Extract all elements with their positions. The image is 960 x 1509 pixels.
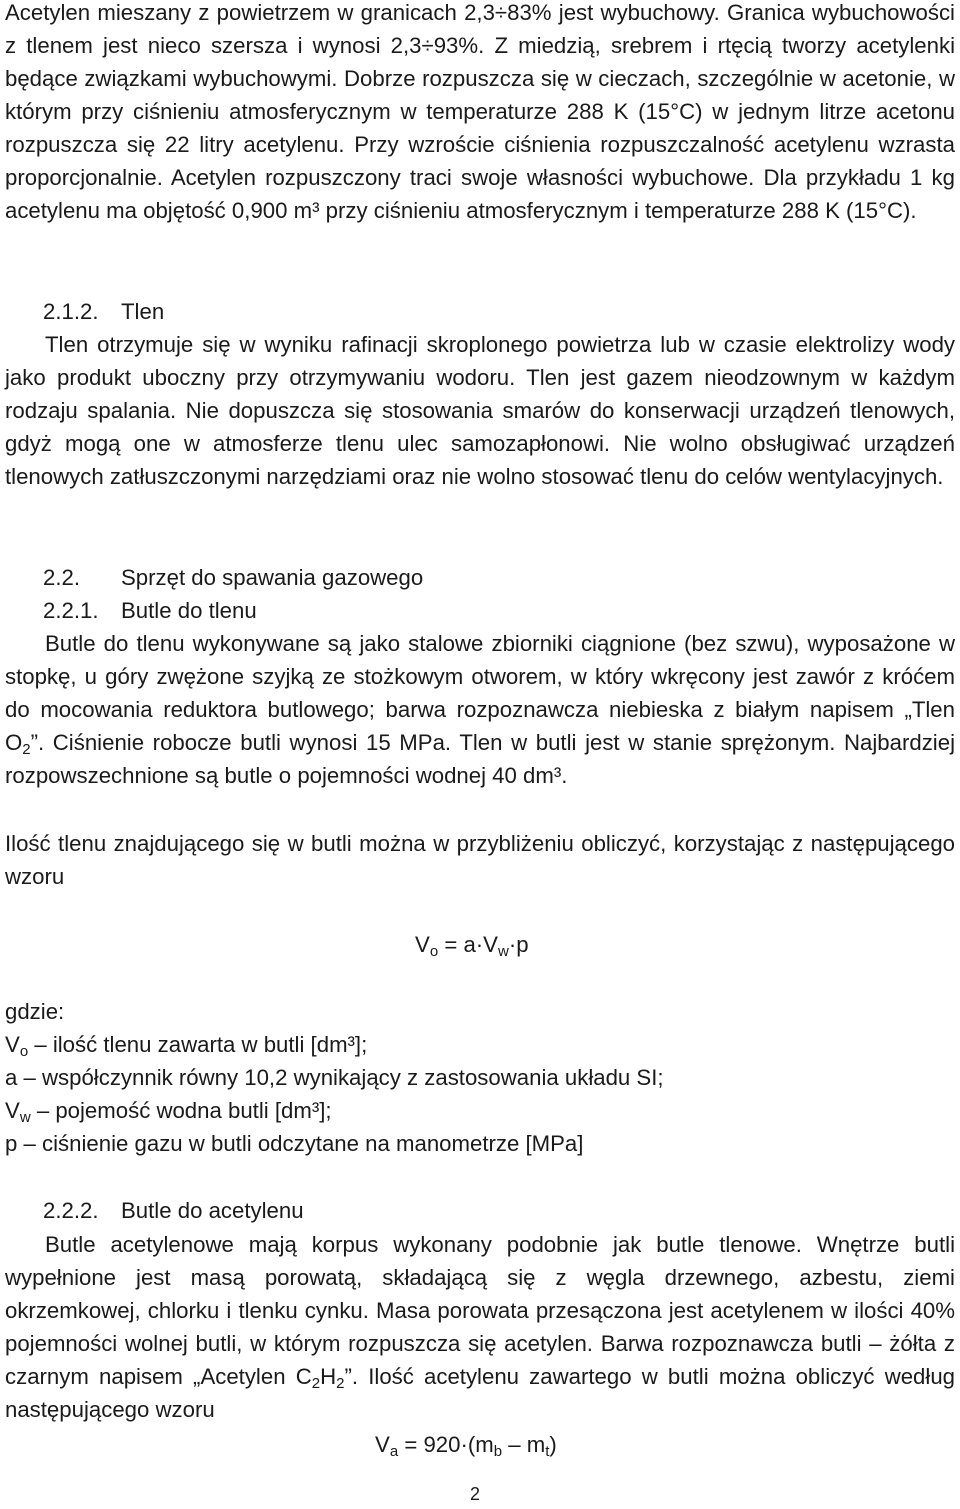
section-title: Butle do acetylenu xyxy=(121,1198,304,1223)
tlen-text: Tlen otrzymuje się w wyniku rafinacji skroplonego powietrza lub w czasie elektrolizy wody jako produkt uboczny przy otrzymywaniu wodoru. Tlen jest gazem nieodzownym w każdym rodzaju spalania. Nie dopuszcza się stosowania smarów do konserwacji urządzeń tlenowych, gdyż mogą one w atmosferze tlenu ulec samozapłonowi. Nie wolno obsługiwać urządzeń tlenowych zatłuszczonymi narzędziami oraz nie wolno stosować tlenu do celów wentylacyjnych. xyxy=(5,332,955,489)
legend-symbol: V xyxy=(5,1098,20,1123)
legend-symbol: a xyxy=(5,1065,18,1090)
page-number: 2 xyxy=(470,1484,481,1504)
subscript: 2 xyxy=(336,1375,345,1392)
where-label: gdzie: xyxy=(5,999,65,1024)
legend-text: – ciśnienie gazu w butli odczytane na manometrze [MPa] xyxy=(17,1131,584,1156)
section-number: 2.2.1. xyxy=(43,598,99,623)
butle-tlen-text-2: Ilość tlenu znajdującego się w butli można w przybliżeniu obliczyć, korzystając z następującego wzoru xyxy=(5,831,955,889)
subscript: t xyxy=(545,1443,550,1460)
legend-item xyxy=(5,1094,332,1127)
legend-symbol: p xyxy=(5,1131,18,1156)
legend-text: – współczynnik równy 10,2 wynikający z zastosowania układu SI; xyxy=(17,1065,664,1090)
section-title: Sprzęt do spawania gazowego xyxy=(121,565,424,590)
section-title: Tlen xyxy=(121,299,165,324)
subscript: w xyxy=(19,1109,31,1126)
legend-item xyxy=(5,1127,583,1160)
section-heading-butle-tlen xyxy=(5,594,257,627)
formula-part: ·p xyxy=(508,932,529,957)
subscript: 2 xyxy=(311,1375,321,1392)
formula-part: = 920·(m xyxy=(398,1432,494,1457)
legend-item xyxy=(5,1028,367,1061)
intro-paragraph xyxy=(5,0,955,227)
tlen-paragraph xyxy=(5,328,955,493)
butle-tlen-text-b: ”. Ciśnienie robocze butli wynosi 15 MPa. Tlen w butli jest w stanie sprężonym. Najbardziej rozpowszechnione są butle o pojemności wodnej 40 dm³. xyxy=(5,730,955,788)
formula-part: ) xyxy=(549,1432,557,1457)
legend-text: – pojemość wodna butli [dm³]; xyxy=(30,1098,332,1123)
section-heading-tlen xyxy=(5,295,164,328)
formula-oxygen xyxy=(415,928,529,961)
butle-acetylen-text-b: ”. Ilość acetylenu zawartego w butli można obliczyć według następującego wzoru xyxy=(5,1364,956,1422)
section-number: 2.2.2. xyxy=(43,1198,99,1223)
section-number: 2.2. xyxy=(43,565,81,590)
butle-tlen-paragraph-2 xyxy=(5,827,955,893)
butle-acetylen-text-a: Butle acetylenowe mają korpus wykonany podobnie jak butle tlenowe. Wnętrze butli wypełnione jest masą porowatą, składającą się z węgla drzewnego, azbestu, ziemi okrzemkowej, chlorku i tlenku cynku. Masa porowata przesączona jest acetylenem w ilości 40% pojemności wolnej butli, w którym rozpuszcza się acetylen. Barwa rozpoznawcza butli – żółta z czarnym napisem „Acetylen C xyxy=(5,1232,955,1389)
formula-acetylene xyxy=(375,1428,557,1461)
subscript: a xyxy=(389,1443,399,1460)
legend-symbol: V xyxy=(5,1032,20,1057)
subscript: b xyxy=(493,1443,503,1460)
legend-text: – ilość tlenu zawarta w butli [dm³]; xyxy=(28,1032,368,1057)
butle-acetylen-paragraph xyxy=(5,1228,955,1426)
formula-symbol: V xyxy=(415,932,430,957)
butle-tlen-paragraph xyxy=(5,627,955,792)
subscript: o xyxy=(429,943,439,960)
formula-part: – m xyxy=(502,1432,546,1457)
section-heading-sprzet xyxy=(5,561,423,594)
section-heading-butle-acetylen xyxy=(5,1194,304,1227)
subscript: w xyxy=(497,943,509,960)
subscript: o xyxy=(19,1043,29,1060)
section-number: 2.1.2. xyxy=(43,299,99,324)
formula-part: = a·V xyxy=(438,932,498,957)
text-fragment: H xyxy=(320,1364,337,1389)
legend-item xyxy=(5,1061,664,1094)
subscript: 2 xyxy=(22,741,31,758)
section-title: Butle do tlenu xyxy=(121,598,257,623)
intro-text: Acetylen mieszany z powietrzem w granicach 2,3÷83% jest wybuchowy. Granica wybuchowości z tlenem jest nieco szersza i wynosi 2,3÷93%. Z miedzią, srebrem i rtęcią tworzy acetylenki będące związkami wybuchowymi. Dobrze rozpuszcza się w cieczach, szczególnie w acetonie, w którym przy ciśnieniu atmosferycznym w temperaturze 288 K (15°C) w jednym litrze acetonu rozpuszcza się 22 litry acetylenu. Przy wzroście ciśnienia rozpuszczalność acetylenu wzrasta proporcjonalnie. Acetylen rozpuszczony traci swoje własności wybuchowe. Dla przykładu 1 kg acetylenu ma objętość 0,900 m³ przy ciśnieniu atmosferycznym i temperaturze 288 K (15°C). xyxy=(5,0,955,223)
formula-symbol: V xyxy=(375,1432,390,1457)
butle-tlen-text-a: Butle do tlenu wykonywane są jako stalowe zbiorniki ciągnione (bez szwu), wyposażone w stopkę, u góry zwężone szyjką ze stożkowym otworem, w który wkręcony jest zawór z króćem do mocowania reduktora butlowego; barwa rozpoznawcza niebieska z białym napisem „Tlen O xyxy=(5,631,955,755)
